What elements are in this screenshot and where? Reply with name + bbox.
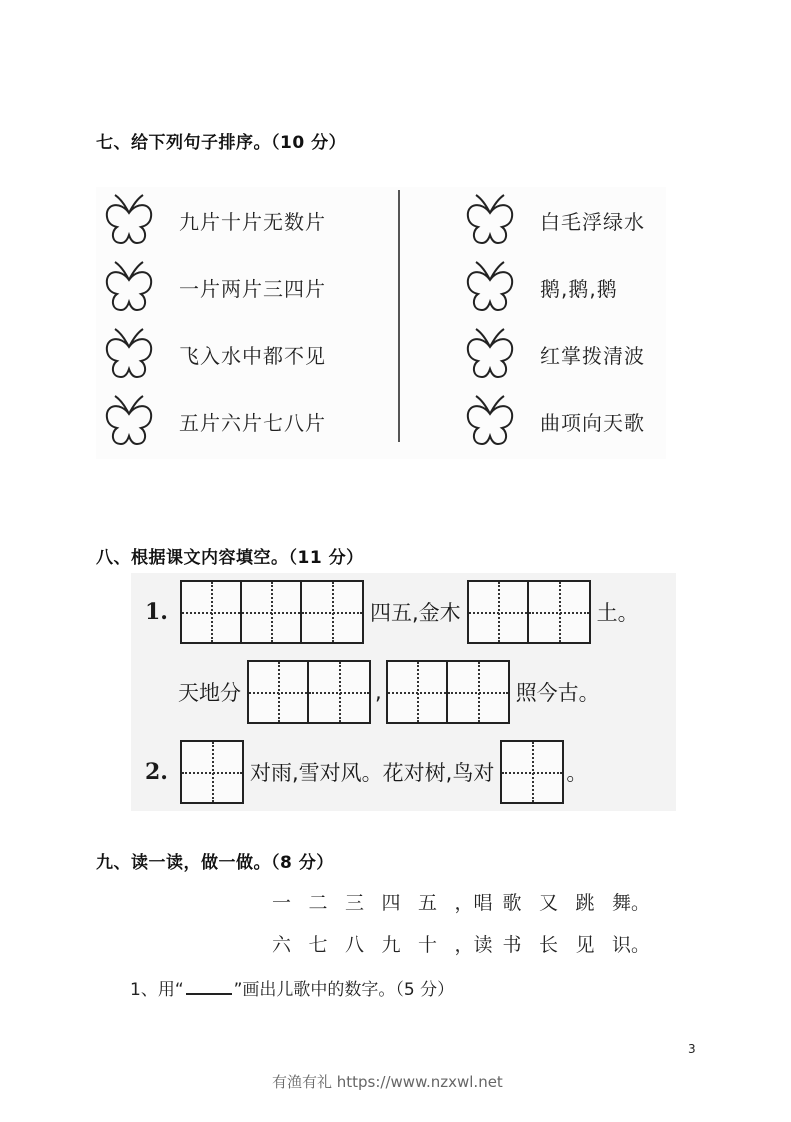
poem-char: 十 (418, 934, 438, 956)
prompt-text: 土。 (596, 601, 639, 625)
writing-cell[interactable] (249, 662, 309, 722)
poem-char: 跳 (575, 892, 595, 914)
prompt-text: 天地分 (178, 681, 241, 705)
sentence-item[interactable] (103, 190, 326, 250)
writing-grid-3[interactable] (180, 580, 364, 644)
poem-char: 舞。 (612, 892, 651, 914)
writing-cell[interactable] (242, 582, 302, 642)
sentence-text: 鹅,鹅,鹅 (540, 276, 618, 301)
question-suffix: ”画出儿歌中的数字。（5 分） (233, 980, 455, 1000)
writing-grid-1[interactable] (500, 740, 564, 804)
prompt-text: 对雨,雪对风。花对树,鸟对 (249, 761, 495, 785)
writing-cell[interactable] (182, 582, 242, 642)
poem-char: 歌 (502, 892, 522, 914)
writing-grid-1[interactable] (180, 740, 244, 804)
writing-cell[interactable] (302, 582, 362, 642)
prompt-text: 。 (566, 761, 588, 785)
question-number: 1. (145, 599, 168, 625)
question-prefix: 1、用“ (130, 980, 184, 1000)
underline-sample (186, 979, 232, 995)
poem-char: 一 (272, 892, 292, 914)
butterfly-icon (103, 258, 155, 316)
poem-char: 四 (381, 892, 401, 914)
poem-char: 六 (272, 934, 292, 956)
q1-line1 (145, 580, 645, 644)
section7-title: 七、给下列句子排序。（10 分） (96, 133, 347, 153)
butterfly-icon (464, 191, 516, 249)
poem-char: 七 (308, 934, 328, 956)
writing-grid-2[interactable] (386, 660, 510, 724)
separator-text: , (375, 680, 382, 704)
poem-char: 八 (345, 934, 365, 956)
sentence-text: 飞入水中都不见 (179, 343, 326, 368)
butterfly-icon (464, 258, 516, 316)
poem-char: ，唱 (454, 892, 493, 914)
prompt-text: 四五,金木 (369, 601, 461, 625)
writing-cell[interactable] (448, 662, 508, 722)
butterfly-icon (103, 191, 155, 249)
sentence-item[interactable] (464, 391, 645, 451)
poem-char: 三 (345, 892, 365, 914)
section8-title: 八、根据课文内容填空。（11 分） (96, 548, 364, 568)
question-number: 2. (145, 759, 168, 785)
poem-char: 识。 (612, 934, 651, 956)
q2-line (145, 740, 593, 804)
section9-title: 九、读一读，做一做。（8 分） (96, 853, 334, 873)
poem-char: 五 (418, 892, 438, 914)
column-divider (398, 190, 400, 442)
butterfly-icon (464, 325, 516, 383)
sentence-item[interactable] (103, 324, 326, 384)
q1-line2 (178, 660, 606, 724)
poem-char: 长 (539, 934, 559, 956)
writing-cell[interactable] (182, 742, 242, 802)
butterfly-icon (103, 325, 155, 383)
sentence-item[interactable] (103, 257, 326, 317)
sentence-text: 曲项向天歌 (540, 410, 645, 435)
writing-cell[interactable] (529, 582, 589, 642)
sentence-text: 白毛浮绿水 (540, 209, 645, 234)
poem-char: 见 (575, 934, 595, 956)
butterfly-icon (464, 392, 516, 450)
question-9-1 (130, 975, 454, 1000)
sentence-item[interactable] (103, 391, 326, 451)
sentence-text: 五片六片七八片 (179, 410, 326, 435)
poem-char: 二 (308, 892, 328, 914)
poem-char: 书 (502, 934, 522, 956)
writing-cell[interactable] (309, 662, 369, 722)
writing-grid-2[interactable] (467, 580, 591, 644)
sentence-text: 九片十片无数片 (179, 209, 326, 234)
sentence-text: 一片两片三四片 (179, 276, 326, 301)
poem-char: ，读 (454, 934, 493, 956)
butterfly-icon (103, 392, 155, 450)
prompt-text: 照今古。 (515, 681, 600, 705)
right-sentence-list (464, 190, 645, 451)
writing-cell[interactable] (469, 582, 529, 642)
poem-char: 又 (539, 892, 559, 914)
poem-char: 九 (381, 934, 401, 956)
writing-cell[interactable] (502, 742, 562, 802)
writing-cell[interactable] (388, 662, 448, 722)
footer-watermark: 有渔有礼 https://www.nzxwl.net (272, 1073, 503, 1091)
page-number: 3 (688, 1042, 696, 1056)
poem-line-2 (272, 930, 662, 957)
sentence-item[interactable] (464, 190, 645, 250)
poem-line-1 (272, 888, 662, 915)
sentence-text: 红掌拨清波 (540, 343, 645, 368)
writing-grid-2[interactable] (247, 660, 371, 724)
left-sentence-list (103, 190, 326, 451)
sentence-item[interactable] (464, 257, 645, 317)
sentence-item[interactable] (464, 324, 645, 384)
